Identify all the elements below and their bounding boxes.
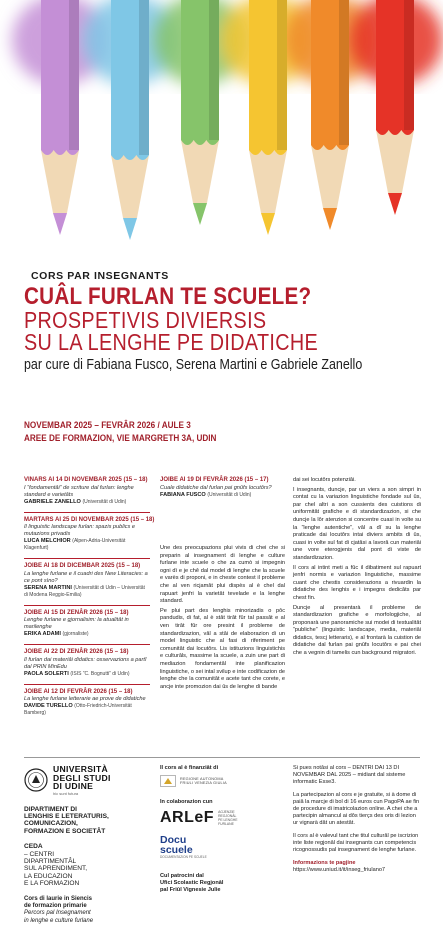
fee-text: La partecipazion al cors e je gratuite, si à dome di paiâ la marcje di bol di 16 euros cun PagoPA ae fin de procedure di imatricolazion online. A chei che a partecipin almancul ai dôs tierçs des oris di lezion ur vignarà dât un atestât. [293, 792, 420, 826]
event-affiliation: (Universitât di Udin) [207, 491, 252, 498]
event-speaker [24, 538, 150, 552]
arlef-subtitle-line: PE LENGHE [218, 818, 238, 822]
event-speaker [24, 671, 150, 678]
event-title: Lenghe furlane e gjornalisim: la atualitât in marilenghe [24, 617, 129, 630]
pencils-banner [0, 0, 443, 268]
recognition-text: Il cors al è valevul tant che titul culturâl pe iscrizion inte liste regjonâl dai insegnants cun competencis ricognossudis pal insegnament de lenghe furlane. [293, 833, 419, 853]
info-link[interactable]: https://www.uniud.it/it/inseg_friulano7 [293, 867, 386, 873]
schedule-event [24, 563, 150, 599]
text-line: COMUNICAZION, [24, 820, 78, 828]
course-subtitle-line1: PROSPETIVIS DIVIERSIS [24, 307, 267, 333]
arlef-subtitle-line: REGJONÂL [218, 814, 237, 818]
patronage-text [160, 873, 285, 894]
schedule-event [24, 649, 150, 678]
event-separator [24, 605, 150, 606]
arlef-logo [160, 809, 285, 827]
university-name-line2: DEGLI STUDI [53, 772, 111, 783]
event-affiliation: (Alpen-Adria-Universität Klagenfurt) [24, 538, 126, 551]
pencil [249, 0, 287, 235]
event-title: Il furlan dai materiâi didatics: osservazions a partî dal PRIN MinEdu [24, 656, 147, 670]
text-line: de formazion primarie [24, 902, 87, 909]
event-speaker [24, 703, 150, 717]
footer-divider [24, 757, 420, 758]
enrollment-text: Si pues notâsi al cors – DENTRI DAI 13 DI NOVEMBAR DAL 2025 – midiant dal sisteme informatic Esse3. [293, 765, 406, 785]
event-date: JOIBE AI 15 DI ZENÂR 2026 (15 – 18) [24, 609, 129, 616]
event-affiliation: (gjornaliste) [62, 631, 89, 637]
event-date: MARTARS AI 25 DI NOVEMBAR 2025 (15 – 18) [24, 516, 155, 523]
description-paragraph: Duncje al presentarà il probleme de standardizazion grafiche e morfologjiche, al proponarà une panoramiche sui modei di testualitât “publiche” (linguistic landscape, media, materiâi didatics, tescj letteraris), e al frontarà la cuistion de didatiche dal furlan pai gnûfs locutôrs e pai chei che a vegnin di tamelis cun background migratori. [293, 604, 421, 657]
event-speaker [24, 499, 150, 506]
pencil [311, 0, 349, 230]
course-kicker: CORS PAR INSEGNANTS [31, 270, 169, 282]
event-separator [24, 512, 150, 513]
university-name-line3: DI UDINE [53, 781, 94, 791]
event-speaker [24, 631, 150, 638]
event-speaker-name: SERENA MARTINI [24, 584, 72, 591]
text-line: DIPARTIMENT DI [24, 805, 77, 813]
university-name-line1: UNIVERSITÀ [53, 764, 109, 774]
docuscuele-subtitle: DOCUMENTAZION PE SCUELE [160, 855, 207, 859]
text-line: LENGHIS E LETERATURIS, [24, 812, 109, 820]
footer-sponsors [160, 765, 285, 894]
event-date: JOIBE AI 22 DI ZENÂR 2026 (15 – 18) [24, 649, 129, 655]
description-paragraph: Pe plui part des lenghis minorizadis o pôc pandudis, di fat, al è stât tirât fûr tal passât e al ven tirât fûr ore presint il probleme de standardizazion, vâl a stâi de elaborazion di un model linguistic che al fasi di riferiment pe comunitât dai locutôrs. Lis istituzions linguistichis e culturâls, massime la scuele, a zuin une part di mediazion fondamentâl inte planificazion linguistiche, o sei intal svilup e inte codificazion de lenghe che la comunitât e acete tant che corete, e ancje inte promozion dai ûs de lenghe di bande [160, 607, 285, 690]
course-curators: par cure di Fabiana Fusco, Serena Martini e Gabriele Zanello [24, 357, 363, 373]
pencil [376, 0, 414, 215]
text-line: Cors di laurie in Siencis [24, 895, 93, 902]
text-line: FORMAZION E SOCIETÂT [24, 827, 106, 835]
schedule-event [24, 477, 150, 506]
course-place: AREE DE FORMAZION, VIE MARGRETH 3A, UDIN [24, 432, 217, 444]
course-period: NOVEMBAR 2025 – FEVRÂR 2026 / AULE 3 [24, 420, 191, 431]
arlef-wordmark: ARLeF [160, 809, 215, 826]
schedule-event [24, 689, 150, 718]
event-title: La lenghe furlane e il cuadri des New Literacies: a ce pont sìno? [24, 570, 148, 584]
pencil [181, 0, 219, 225]
event-speaker-name: DAVIDE TURELLO [24, 703, 73, 709]
event-affiliation: (ISIS “C. Bognutti” di Udin) [70, 670, 130, 677]
event-title: I “fondamentâi” de scriture dal furlan: lenghe standard e varietâts [24, 484, 134, 498]
course-subtitle-line2: SU LA LENGHE PE DIDATICHE [24, 329, 319, 355]
event-speaker-name: ERIKA ADAMI [24, 631, 61, 637]
event-affiliation: (Universitât di Udin) [82, 498, 127, 505]
event-speaker: FABIANA FUSCO (Universitât di Udin) [160, 491, 252, 498]
description-paragraph: I insegnants, duncje, par un viers a son simpri in contat cu la variazion linguistiche fondade sul ûs, par chel altri a son cussients des cuistions di uniformitât grafiche e di standardizazion, si che duncje la lôr atenzion si concentre cuasi in volte su la “lenghe autentiche”, vâl a dî su la lenghe praticade dai locutôrs intai diviers ambits di ûs, cuasi in volte sul fat di cjatâsi a lavorâ cun materiâi une vore eterogjenis dal pont di viste de standardizazion. [293, 486, 421, 561]
pencil [111, 0, 149, 240]
description-column-right [293, 477, 421, 660]
event-separator [24, 558, 150, 559]
event-title: Cuale didatiche dal furlan pai gnûfs locutôrs? [160, 484, 272, 491]
text-line: Ufici Scolastic Regjonâl [160, 880, 224, 886]
colored-pencils-illustration [0, 0, 443, 268]
schedule-mid-event [160, 477, 285, 499]
course-dates [24, 420, 424, 445]
text-line: – CENTRI [24, 850, 55, 858]
text-line: pal Friûl Vignesie Julie [160, 887, 221, 893]
degree-course-name [24, 896, 152, 911]
event-separator [24, 644, 150, 645]
event-speaker [24, 585, 150, 599]
region-flag-icon [160, 775, 176, 787]
text-line: SUL APRENDIMENT, [24, 865, 88, 873]
pencil [41, 0, 79, 235]
docuscuele-wordmark-line1: Docu [160, 834, 187, 846]
text-line: LA EDUCAZION [24, 872, 73, 880]
degree-course-path [24, 910, 152, 925]
financed-by-label: Il cors al è finanziât di [160, 765, 219, 771]
description-paragraph: Une des preocupazions plui vivis di chei che si preparin al insegnament di lenghe e culture furlane inte scuele o che za cumò si impegnin ogni dì e je chê dal model di lenghe che la scuele e varès di proponi, e in cheste contest il probleme che al ven ricjamât plui dispès al è chel dal rapuart jenfri la varietât tevelade e la lenghe standard. [160, 545, 285, 605]
event-title: La lenghe furlane letterarie ae prove de didatiche [24, 696, 146, 702]
description-column-mid [160, 545, 285, 693]
text-line: E LA FORMAZION [24, 880, 80, 888]
event-affiliation: (Universitât di Udin – Universitât di Modena Reggio-Emilia) [24, 584, 145, 598]
ceda-acronym: CEDA [24, 843, 43, 851]
event-speaker-name: GABRIELE ZANELLO [24, 498, 81, 505]
arlef-subtitle [218, 810, 237, 826]
event-date: VINARS AI 14 DI NOVEMBAR 2025 (15 – 18) [24, 477, 148, 483]
schedule-left-column [24, 477, 155, 723]
course-header [24, 270, 424, 373]
event-separator [24, 684, 150, 685]
degree-course [24, 896, 152, 926]
event-date: JOIBE AI 19 DI FEVRÂR 2026 (15 – 17) [160, 477, 269, 483]
text-line: Percors pal Insegnament [24, 910, 91, 917]
description-paragraph: dai sei locutôrs potenziâi. [293, 477, 356, 483]
docuscuele-logo [160, 835, 285, 859]
event-speaker-name: PAOLA SOLERTI [24, 670, 69, 677]
collaboration-label: In colaborazion cun [160, 799, 213, 805]
description-paragraph: Il cors al intint meti a fûc il dibatiment sul rapuart jenfri normis e variazion linguistiche, massime cuant che chestis considerazions a rivuardin la didatiche des lenghis e i impegns dedicâts par chest fin. [293, 564, 421, 601]
event-speaker-name: LUCA MELCHIOR [24, 538, 71, 544]
text-line: Cul patrocini dal [160, 873, 204, 879]
university-seal-icon [24, 768, 48, 792]
ceda-block [24, 843, 152, 887]
region-name-line1: REGIONE AUTONOMA [180, 776, 224, 781]
event-affiliation: (Otto-Friedrich-Universität Bamberg) [24, 703, 132, 716]
schedule-event [24, 516, 155, 553]
course-title: CUÂL FURLAN TE SCUELE? [24, 283, 312, 310]
footer-info [293, 765, 421, 874]
university-motto: hic sunt futura [53, 790, 79, 796]
footer-left [24, 765, 152, 925]
text-line: DIPARTIMENTÂL [24, 857, 77, 865]
department-name [24, 806, 152, 836]
info-label: Informazions te pagjine [293, 860, 356, 866]
event-date: JOIBE AI 12 DI FEVRÂR 2026 (15 – 18) [24, 688, 133, 695]
arlef-subtitle-line: FURLANE [218, 822, 234, 826]
arlef-subtitle-line: AGJENZIE [218, 810, 235, 814]
event-title: Il linguistic landscape furlan: spazis publics e mutazions privadis [24, 524, 136, 537]
region-name-line2: FRIULI VENEZIA GIULIA [180, 781, 227, 785]
docuscuele-wordmark-line2: scuele [160, 844, 193, 856]
ceda-description [24, 851, 152, 888]
text-line: in lenghe e culture furlane [24, 917, 94, 924]
university-logo [24, 765, 152, 796]
event-date: JOIBE AI 18 DI DICEMBAR 2025 (15 – 18) [24, 563, 141, 569]
fvg-region-logo [160, 775, 285, 787]
schedule-event [24, 610, 150, 639]
